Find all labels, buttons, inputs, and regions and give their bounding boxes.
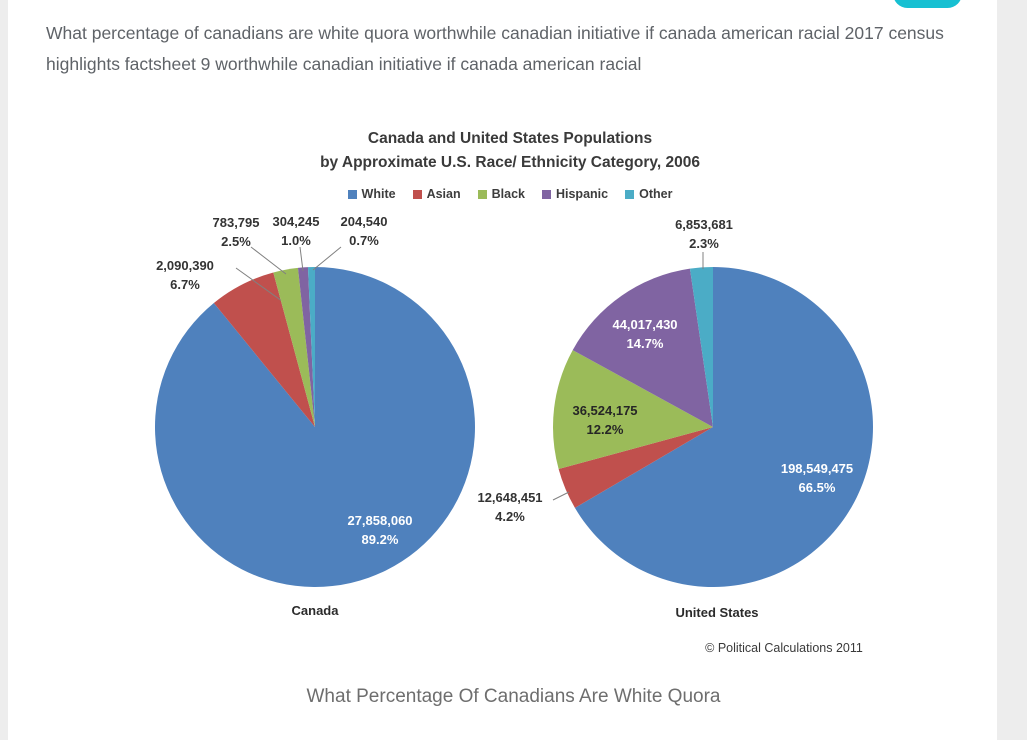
- legend-item-hispanic: [542, 187, 608, 201]
- pie-slice-label: [477, 488, 542, 526]
- slice-percent: 14.7%: [626, 336, 664, 351]
- pie-slice-label: [213, 213, 260, 251]
- slice-value: 198,549,475: [780, 461, 854, 476]
- pie-slice-label: [675, 215, 733, 253]
- legend-label: Other: [639, 187, 673, 201]
- slice-percent: 1.0%: [281, 233, 311, 248]
- pie-slice-label: [347, 511, 412, 549]
- slice-value: 2,090,390: [156, 258, 214, 273]
- legend-item-black: [478, 187, 525, 201]
- chart-credit: © Political Calculations 2011: [705, 641, 863, 655]
- slice-value: 6,853,681: [675, 217, 733, 232]
- legend-label: Asian: [426, 187, 461, 201]
- slice-percent: 6.7%: [170, 277, 200, 292]
- legend-swatch-icon: [625, 190, 634, 199]
- slice-value: 44,017,430: [612, 317, 678, 332]
- pie-label-canada: Canada: [291, 603, 339, 618]
- slice-value: 12,648,451: [477, 490, 543, 505]
- legend-item-other: [625, 187, 672, 201]
- legend-swatch-icon: [413, 190, 422, 199]
- pie-label-united-states: United States: [675, 605, 759, 620]
- legend-label: White: [361, 187, 396, 201]
- leader-line: [300, 247, 303, 271]
- pie-slice-label: [781, 459, 853, 497]
- slice-value: 783,795: [212, 215, 260, 230]
- slice-percent: 66.5%: [798, 480, 836, 495]
- leader-line: [553, 492, 569, 500]
- pie-slice-label: [572, 401, 637, 439]
- chart-subtitle: by Approximate U.S. Race/ Ethnicity Category, 2006: [320, 154, 700, 171]
- pie-slice-label: [156, 256, 214, 294]
- slice-value: 27,858,060: [347, 513, 413, 528]
- chart-title: Canada and United States Populations: [367, 130, 653, 147]
- legend-label: Black: [491, 187, 525, 201]
- leader-line: [251, 247, 286, 274]
- slice-percent: 0.7%: [349, 233, 379, 248]
- accent-button[interactable]: [893, 0, 962, 8]
- slice-percent: 12.2%: [586, 422, 624, 437]
- slice-percent: 4.2%: [495, 509, 525, 524]
- chart-legend: [110, 187, 910, 201]
- slice-percent: 89.2%: [361, 532, 399, 547]
- pie-slice-label: [341, 212, 388, 250]
- legend-swatch-icon: [542, 190, 551, 199]
- pie-slice-label: [612, 315, 677, 353]
- legend-label: Hispanic: [555, 187, 609, 201]
- slice-value: 204,540: [340, 214, 388, 229]
- legend-swatch-icon: [478, 190, 487, 199]
- legend-item-white: [348, 187, 396, 201]
- legend-swatch-icon: [348, 190, 357, 199]
- page-heading: What percentage of canadians are white quora worthwhile canadian initiative if canada american racial 2017 census highlights factsheet 9 worthwhile canadian initiative if canada american racial: [46, 23, 944, 74]
- slice-percent: 2.3%: [689, 236, 719, 251]
- image-caption: What Percentage Of Canadians Are White Quora: [306, 686, 721, 707]
- slice-value: 304,245: [272, 214, 320, 229]
- slice-percent: 2.5%: [221, 234, 251, 249]
- legend-item-asian: [413, 187, 461, 201]
- leader-line: [313, 247, 341, 270]
- slice-value: 36,524,175: [572, 403, 638, 418]
- pie-slice-label: [273, 212, 320, 250]
